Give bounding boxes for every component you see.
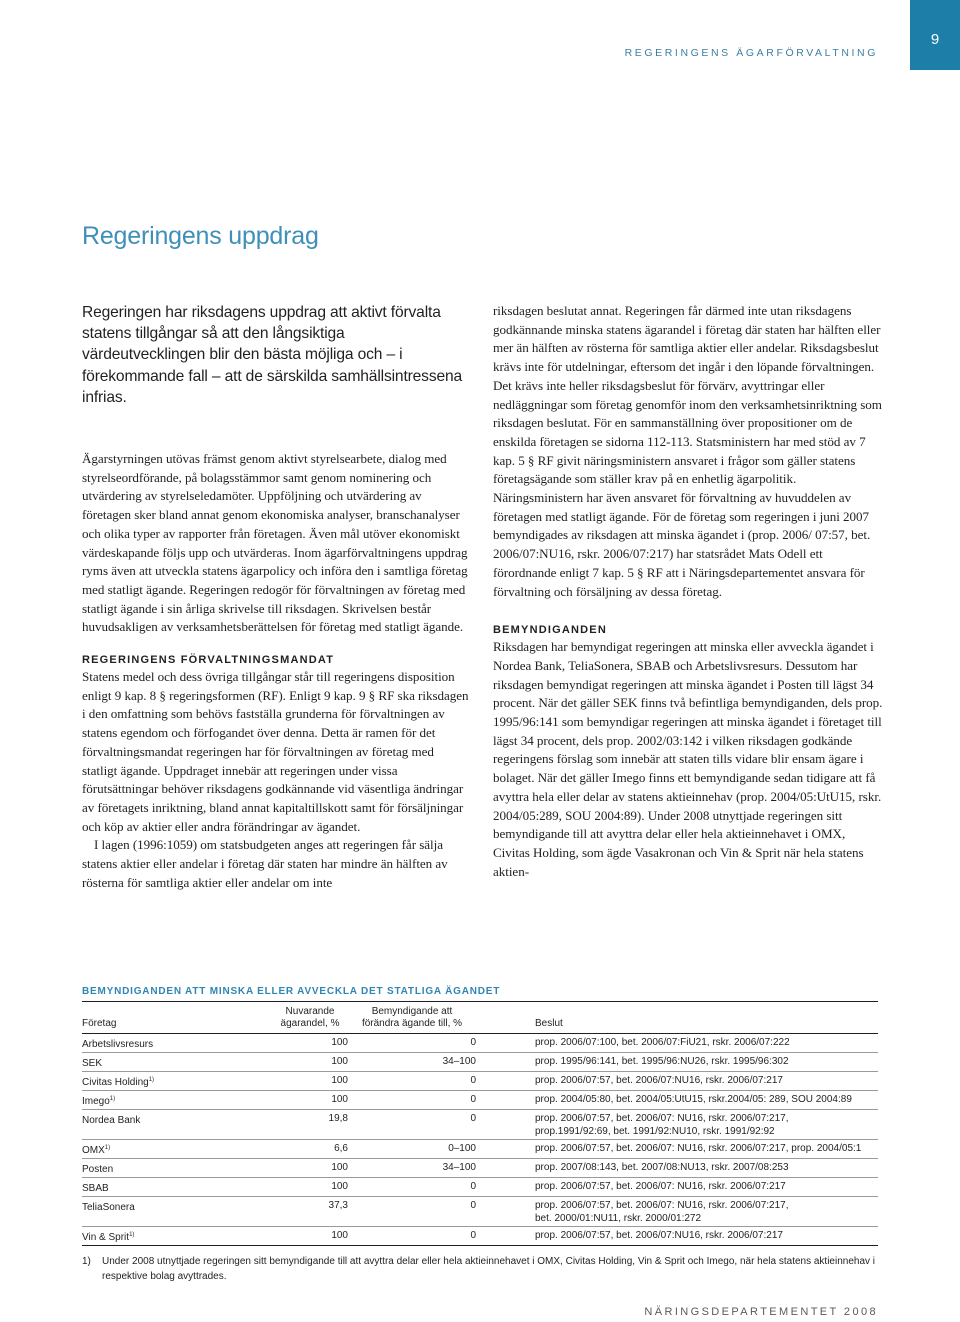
header-decision: Beslut [535, 1002, 878, 1034]
table-title: BEMYNDIGANDEN ATT MINSKA ELLER AVVECKLA DET STATLIGA ÄGANDET [82, 986, 878, 1002]
cell-company: Vin & Sprit$^{1)}$ [82, 1227, 272, 1246]
cell-current: 100 [272, 1091, 348, 1110]
table-header-row [82, 1002, 878, 1034]
cell-company: Posten [82, 1159, 272, 1178]
cell-decision: prop. 2006/07:57, bet. 2006/07: NU16, rskr. 2006/07:217, prop.1991/92:69, bet. 1991/92:NU10, rskr. 1991/92:92 [535, 1110, 878, 1140]
running-head: REGERINGENS ÄGARFÖRVALTNING [624, 47, 878, 59]
header-company: Företag [82, 1002, 272, 1034]
cell-target: 34–100 [348, 1159, 476, 1178]
cell-decision: prop. 2006/07:57, bet. 2006/07:NU16, rskr. 2006/07:217 [535, 1072, 878, 1091]
mandates-table [82, 1002, 878, 1246]
table-row [82, 1072, 878, 1091]
table-row [82, 1227, 878, 1246]
table-row [82, 1034, 878, 1053]
cell-current: 100 [272, 1053, 348, 1072]
cell-target: 0 [348, 1227, 476, 1246]
cell-current: 100 [272, 1227, 348, 1246]
page-footer: NÄRINGSDEPARTEMENTET 2008 [644, 1306, 878, 1318]
table-row [82, 1053, 878, 1072]
body-paragraph: Riksdagen har bemyndigat regeringen att minska eller avveckla ägandet i Nordea Bank, TeliaSonera, SBAB och Arbetslivsresurs. Dessutom har riksdagen bemyndigat regeringen att minska ägandet i Posten till lägst 34 procent. När det gäller SEK finns två befintliga bemyndiganden, dels prop. 1995/96:141 som bemyndigar regeringen att minska ägandet i företaget till lägst 34 procent, dels prop. 2002/03:142 i vilken riksdagen godkände regeringens förslag som innebär att staten tills vidare blir ensam ägare i bolaget. När det gäller Imego finns ett bemyndigande sedan tidigare att få avyttra hela eller delar av statens aktieinnehav (prop. 2004/05:UtU15, rskr. 2004/05:289, SOU 2004:89). Under 2008 utnyttjade regeringen sitt bemyndigande till att avyttra delar eller hela aktieinnehavet i OMX, Civitas Holding, som ägde Vasakronan och Vin & Sprit när hela statens aktien- [493, 639, 883, 879]
body-paragraph: Ägarstyrningen utövas främst genom aktivt styrelsearbete, dialog med styrelseordförande, på bolagsstämmor samt genom nominering och utvärdering av styrelseledamöter. Uppföljning och utvärdering av företagen sker bland annat genom ekonomiska analyser, branschanalyser och olika typer av rapporter från företagen. Även mål utöver ekonomiskt värdeskapande följs upp och utvärderas. Inom ägarförvaltningens uppdrag ryms även att utveckla statens ägarpolicy och införa den i samtliga företag med statligt ägande. Regeringen redogör för förvaltningen av företag med statligt ägande i sin årliga skrivelse till riksdagen. Skrivelsen består huvudsakligen av verksamhetsberättelsen för företag med statligt ägande. [82, 451, 468, 635]
cell-target: 0 [348, 1034, 476, 1053]
cell-current: 100 [272, 1178, 348, 1197]
footnote-number: 1) [82, 1256, 91, 1267]
cell-current: 37,3 [272, 1197, 348, 1227]
cell-target: 0 [348, 1110, 476, 1140]
cell-company: Civitas Holding$^{1)}$ [82, 1072, 272, 1091]
right-column [493, 302, 885, 881]
body-paragraph: riksdagen beslutat annat. Regeringen får därmed inte utan riksdagens godkännande minska statens ägarandel i företag där staten har hälften eller mer än hälften av rösterna för samtliga aktier eller andelar. Riksdagsbeslut krävs inte för utdelningar, eftersom det ingår i den löpande förvaltningen. Det krävs inte heller riksdagsbeslut för förvärv, avyttringar eller nedläggningar som företag genomför inom den verksamhetsinriktning som riksdagen beslutat. För en sammanställning över propositioner om de enskilda företagen se sidorna 112-113. Statsministern har med stöd av 7 kap. 5 § RF givit näringsministern ansvaret i frågor som gäller statens företagsägande som ställer krav på en enhetlig ägarpolitik. Näringsministern har även ansvaret för förvaltning av huvuddelen av företagen med statligt ägande. För de företag som regeringen i juni 2007 bemyndigades av riksdagen att minska ägandet i (prop. 2006/ 07:57, bet. 2006/07:NU16, rskr. 2006/07:217) har statsrådet Mats Odell ett förordnande enligt 7 kap. 5 § RF att i Näringsdepartementet ansvara för förvaltning och försäljning av dessa företag. [493, 303, 882, 599]
table-footnote [82, 1254, 878, 1284]
cell-company: Nordea Bank [82, 1110, 272, 1140]
table-row [82, 1091, 878, 1110]
cell-decision: prop. 2006/07:57, bet. 2006/07: NU16, rskr. 2006/07:217 [535, 1178, 878, 1197]
page-number-tab: 9 [910, 0, 960, 70]
cell-target: 0 [348, 1091, 476, 1110]
cell-decision: prop. 1995/96:141, bet. 1995/96:NU26, rskr. 1995/96:302 [535, 1053, 878, 1072]
footnote-text: Under 2008 utnyttjade regeringen sitt bemyndigande till att avyttra delar eller hela aktieinnehavet i OMX, Civitas Holding, Vin & Sprit och Imego, när hela statens aktieinnehav i respektive bolag avyttrades. [102, 1256, 876, 1282]
cell-company: OMX$^{1)}$ [82, 1140, 272, 1159]
cell-company: Arbetslivsresurs [82, 1034, 272, 1053]
cell-company: Imego$^{1)}$ [82, 1091, 272, 1110]
cell-decision: prop. 2006/07:100, bet. 2006/07:FiU21, rskr. 2006/07:222 [535, 1034, 878, 1053]
cell-decision: prop. 2007/08:143, bet. 2007/08:NU13, rskr. 2007/08:253 [535, 1159, 878, 1178]
page-title: Regeringens uppdrag [82, 222, 319, 250]
cell-decision: prop. 2006/07:57, bet. 2006/07: NU16, rskr. 2006/07:217, bet. 2000/01:NU11, rskr. 2000/01:272 [535, 1197, 878, 1227]
table-row [82, 1159, 878, 1178]
cell-company: SEK [82, 1053, 272, 1072]
cell-target: 0 [348, 1197, 476, 1227]
cell-decision: prop. 2004/05:80, bet. 2004/05:UtU15, rskr.2004/05: 289, SOU 2004:89 [535, 1091, 878, 1110]
body-paragraph: Statens medel och dess övriga tillgångar står till regeringens disposition enligt 9 kap. 8 § regeringsformen (RF). Enligt 9 kap. 9 § RF ska riksdagen i den omfattning som behövs fastställa grunderna för förvaltningen av statens egendom och förfogandet över denna. Detta är ramen för det förvaltningsmandat regeringen har för förvaltningen av företag med statligt ägande. Uppdraget innebär att regeringen under vissa förutsättningar behöver riksdagens godkännande vid väsentliga ändringar av företagets inriktning, bland annat kapitaltillskott samt för försäljningar och köp av aktier eller andra förändringar av ägandet. [82, 669, 469, 834]
cell-target: 0 [348, 1178, 476, 1197]
cell-decision: prop. 2006/07:57, bet. 2006/07: NU16, rskr. 2006/07:217, prop. 2004/05:1 [535, 1140, 878, 1159]
left-column [82, 302, 470, 892]
table-row [82, 1110, 878, 1140]
cell-current: 100 [272, 1072, 348, 1091]
cell-target: 0–100 [348, 1140, 476, 1159]
cell-current: 6,6 [272, 1140, 348, 1159]
section-heading: BEMYNDIGANDEN [493, 624, 607, 637]
table-row [82, 1140, 878, 1159]
cell-current: 19,8 [272, 1110, 348, 1140]
cell-target: 0 [348, 1072, 476, 1091]
cell-company: TeliaSonera [82, 1197, 272, 1227]
cell-target: 34–100 [348, 1053, 476, 1072]
header-target-share: Bemyndigande att förändra ägande till, % [348, 1002, 476, 1034]
table-row [82, 1197, 878, 1227]
cell-company: SBAB [82, 1178, 272, 1197]
cell-current: 100 [272, 1159, 348, 1178]
header-current-share: Nuvarande ägarandel, % [272, 1002, 348, 1034]
cell-current: 100 [272, 1034, 348, 1053]
section-heading: REGERINGENS FÖRVALTNINGSMANDAT [82, 654, 335, 667]
table-row [82, 1178, 878, 1197]
lead-paragraph: Regeringen har riksdagens uppdrag att aktivt förvalta statens tillgångar så att den långsiktiga värdeutvecklingen blir den bästa möjliga och – i förekommande fall – att de särskilda samhällsintressena infrias. [82, 304, 463, 406]
mandates-table-block [82, 986, 878, 1284]
body-paragraph: I lagen (1996:1059) om statsbudgeten anges att regeringen får sälja statens aktier eller andelar i företag där staten har mindre än hälften av rösterna för samtliga aktier eller andelar om inte [82, 837, 448, 890]
cell-decision: prop. 2006/07:57, bet. 2006/07:NU16, rskr. 2006/07:217 [535, 1227, 878, 1246]
